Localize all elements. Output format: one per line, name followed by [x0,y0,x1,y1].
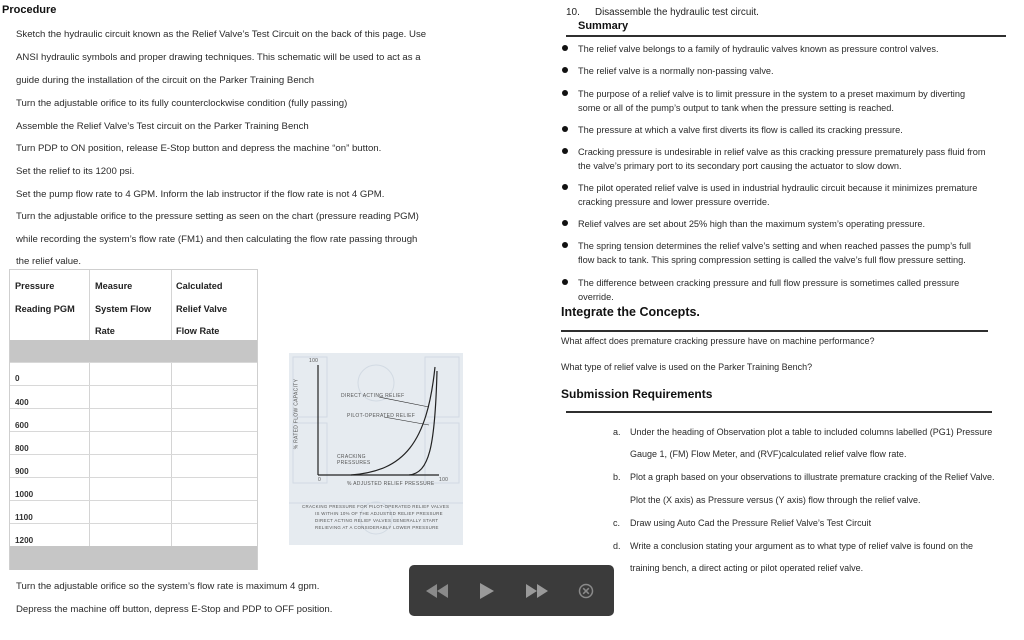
table-row: 0 [15,374,20,383]
concept-question: What type of relief valve is used on the Parker Training Bench? [561,362,813,372]
graph-y-axis-label: % RATED FLOW CAPACITY [293,378,300,450]
procedure-line: guide during the installation of the circuit on the Parker Training Bench [16,75,315,86]
summary-rule [566,35,1006,37]
submission-item: Write a conclusion stating your argument as to what type of relief valve is found on the [630,541,974,551]
graph-cracking-label: CRACKING [337,454,366,460]
graph-caption: IS WITHIN 10% OF THE ADJUSTED RELIEF PRESSURE [315,511,443,516]
summary-bullet: The purpose of a relief valve is to limit pressure in the system to a preset maximum by diverting [578,89,966,99]
graph-x-axis-label: % ADJUSTED RELIEF PRESSURE [347,481,435,487]
table-header-system-flow: System Flow [95,304,152,314]
fast-forward-button[interactable] [517,565,557,616]
table-header-pressure: Pressure [15,281,55,291]
integrate-heading: Integrate the Concepts. [561,305,700,319]
table-gray-row [10,340,257,362]
procedure-line: Turn the adjustable orifice to its fully counterclockwise condition (fully passing) [16,98,348,109]
observation-table [9,269,258,570]
procedure-line: ANSI hydraulic symbols and proper drawing techniques. This schematic will be used to act as a [16,52,421,63]
rewind-button[interactable] [417,565,457,616]
table-row: 400 [15,398,29,407]
summary-bullet: cracking pressure and lower pressure override. [578,197,770,207]
procedure-line: Turn the adjustable orifice to the pressure setting as seen on the chart (pressure reading PGM) [16,211,419,222]
submission-item: training bench, a direct acting or pilot operated relief valve. [630,563,864,573]
bullet-icon [562,45,568,51]
close-circle-icon [578,583,594,599]
summary-bullet: The relief valve belongs to a family of hydraulic valves known as pressure control valves. [578,44,939,54]
procedure-line: while recording the system’s flow rate (FM1) and then calculating the flow rate passing through [16,234,418,245]
table-gray-row [10,546,257,570]
table-row: 600 [15,421,29,430]
graph-y-max: 100 [309,358,319,364]
close-button[interactable] [566,565,606,616]
graph-x-zero: 0 [318,477,322,483]
submission-item: Under the heading of Observation plot a table to included columns labelled (PG1) Pressure [630,427,993,437]
summary-heading: Summary [578,20,629,32]
graph-caption: RELIEVING AT A CONSIDERABLY LOWER PRESSURE [315,525,439,530]
submission-letter: d. [613,541,621,551]
table-row: 900 [15,467,29,476]
graph-caption: DIRECT ACTING RELIEF VALVES GENERALLY START [315,518,439,523]
graph-curve-direct: DIRECT ACTING RELIEF [341,393,405,399]
summary-bullet: the valve’s primary port to its secondary port causing the actuator to slow down. [578,161,902,171]
summary-bullet: The pilot operated relief valve is used in industrial hydraulic circuit because it minimizes premature [578,183,978,193]
table-row: 1000 [15,490,34,499]
submission-letter: b. [613,472,621,482]
procedure-line: Turn PDP to ON position, release E-Stop button and depress the machine “on” button. [16,143,382,154]
summary-bullet: The spring tension determines the relief valve’s setting and when reached passes the pump’s full [578,241,971,251]
graph-caption: CRACKING PRESSURE FOR PILOT-OPERATED RELIEF VALVES [302,504,450,509]
bullet-icon [562,184,568,190]
step-number: 10. [566,7,580,18]
graph-curve-pilot: PILOT-OPERATED RELIEF [347,413,416,419]
procedure-line: Assemble the Relief Valve’s Test circuit on the Parker Training Bench [16,121,309,132]
table-header-relief-flow: Flow Rate [176,326,220,336]
procedure-line: Depress the machine off button, depress E-Stop and PDP to OFF position. [16,604,333,615]
summary-bullet: some or all of the pump’s output to tank when the pressure setting is reached. [578,103,894,113]
procedure-line: Set the pump flow rate to 4 GPM. Inform the lab instructor if the flow rate is not 4 GPM. [16,189,385,200]
bullet-icon [562,90,568,96]
submission-item: Plot the (X axis) as Pressure versus (Y axis) flow through the relief valve. [630,495,921,505]
submission-letter: a. [613,427,621,437]
step-10-text: Disassemble the hydraulic test circuit. [595,7,759,18]
submission-item: Gauge 1, (FM) Flow Meter, and (RVF)calculated relief valve flow rate. [630,449,907,459]
media-controls [409,565,614,616]
summary-bullet: flow back to tank. This spring compression setting is called the valve’s full flow pressure setting. [578,255,966,265]
bullet-icon [562,279,568,285]
summary-bullet: The difference between cracking pressure and full flow pressure is sometimes called pressure [578,278,960,288]
procedure-line: Sketch the hydraulic circuit known as the Relief Valve’s Test Circuit on the back of this page. Use [16,29,427,40]
play-button[interactable] [467,565,507,616]
concept-question: What affect does premature cracking pressure have on machine performance? [561,336,875,346]
procedure-line: Turn the adjustable orifice so the system’s flow rate is maximum 4 gpm. [16,581,320,592]
graph-x-max: 100 [439,477,449,483]
submission-heading: Submission Requirements [561,387,713,401]
bullet-icon [562,242,568,248]
graph-cracking-label: PRESSURES [337,460,371,466]
summary-bullet: override. [578,292,614,302]
rewind-icon [426,584,448,598]
submission-rule [566,411,992,413]
relief-valve-graph [289,353,463,545]
bullet-icon [562,148,568,154]
table-header-relief-flow: Calculated [176,281,223,291]
bullet-icon [562,126,568,132]
procedure-heading: Procedure [2,4,57,16]
table-header-system-flow: Measure [95,281,133,291]
submission-item: Plot a graph based on your observations to illustrate premature cracking of the Relief Valve. [630,472,995,482]
table-header-system-flow: Rate [95,326,115,336]
submission-letter: c. [613,518,621,528]
submission-item: Draw using Auto Cad the Pressure Relief Valve’s Test Circuit [630,518,872,528]
summary-bullet: Relief valves are set about 25% high than the maximum system’s operating pressure. [578,219,926,229]
table-row: 800 [15,444,29,453]
table-row: 1100 [15,513,33,522]
table-header-pressure: Reading PGM [15,304,75,314]
summary-bullet: The pressure at which a valve first diverts its flow is called its cracking pressure. [578,125,903,135]
integrate-rule [561,330,988,332]
bullet-icon [562,67,568,73]
table-row: 1200 [15,536,34,545]
bullet-icon [562,220,568,226]
table-header-relief-flow: Relief Valve [176,304,228,314]
summary-bullet: The relief valve is a normally non-passing valve. [578,66,774,76]
play-icon [480,583,494,599]
summary-bullet: Cracking pressure is undesirable in relief valve as this cracking pressure prematurely pass fluid from [578,147,986,157]
procedure-line: Set the relief to its 1200 psi. [16,166,135,177]
fast-forward-icon [526,584,548,598]
procedure-line: the relief value. [16,256,82,267]
